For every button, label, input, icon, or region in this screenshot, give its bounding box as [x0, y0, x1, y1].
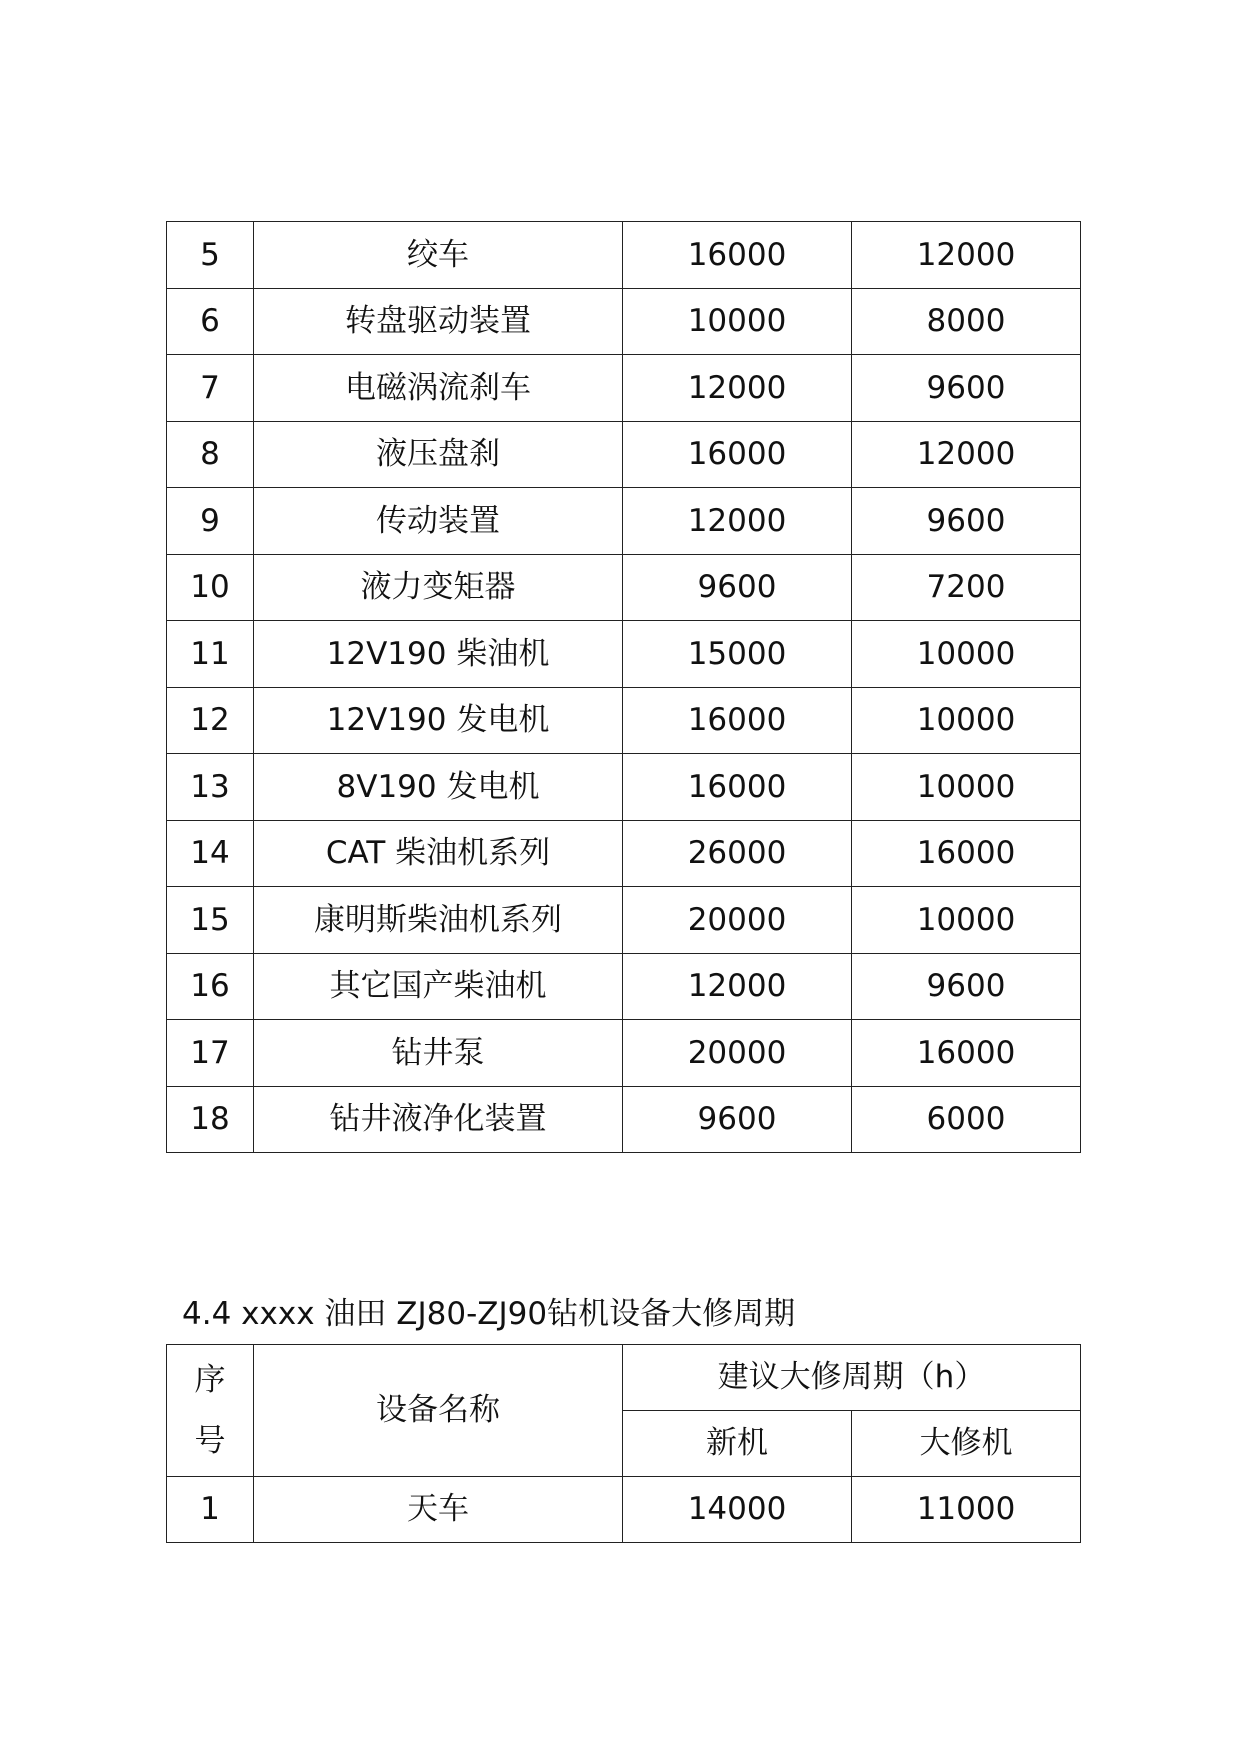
- header-row: [167, 1345, 1081, 1411]
- table-row: [167, 820, 1081, 887]
- serial-number-cell: 17: [167, 1020, 254, 1087]
- new-machine-period-cell: 16000: [623, 222, 852, 289]
- equipment-name-cell: 液力变矩器: [254, 554, 623, 621]
- table-header: [167, 1345, 1081, 1477]
- overhaul-machine-period-cell: 9600: [852, 355, 1081, 422]
- serial-number-cell: 5: [167, 222, 254, 289]
- overhaul-period-table-continued: [166, 221, 1081, 1153]
- overhaul-machine-period-cell: 10000: [852, 887, 1081, 954]
- overhaul-machine-period-cell: 16000: [852, 1020, 1081, 1087]
- equipment-name-cell: 钻井泵: [254, 1020, 623, 1087]
- new-machine-period-cell: 16000: [623, 687, 852, 754]
- equipment-name-cell: CAT 柴油机系列: [254, 820, 623, 887]
- table-row: [167, 887, 1081, 954]
- equipment-name-cell: 8V190 发电机: [254, 754, 623, 821]
- section-title: 4.4 xxxx 油田 ZJ80-ZJ90钻机设备大修周期: [182, 1296, 796, 1332]
- serial-number-cell: 11: [167, 621, 254, 688]
- table-row: [167, 288, 1081, 355]
- new-machine-period-cell: 9600: [623, 1086, 852, 1153]
- header-equipment-name: 设备名称: [254, 1345, 623, 1477]
- new-machine-period-cell: 15000: [623, 621, 852, 688]
- table-row: [167, 488, 1081, 555]
- new-machine-period-cell: 26000: [623, 820, 852, 887]
- header-recommended-period: 建议大修周期（h）: [623, 1345, 1081, 1411]
- overhaul-machine-period-cell: 9600: [852, 953, 1081, 1020]
- serial-number-cell: 10: [167, 554, 254, 621]
- overhaul-machine-period-cell: 7200: [852, 554, 1081, 621]
- table-body: [167, 1477, 1081, 1543]
- header-serial-number: [167, 1345, 254, 1477]
- table-row: [167, 953, 1081, 1020]
- new-machine-period-cell: 12000: [623, 953, 852, 1020]
- table-row: [167, 1086, 1081, 1153]
- table-row: [167, 754, 1081, 821]
- equipment-name-cell: 康明斯柴油机系列: [254, 887, 623, 954]
- new-machine-period-cell: 16000: [623, 421, 852, 488]
- serial-number-cell: 1: [167, 1477, 254, 1543]
- table-row: [167, 1020, 1081, 1087]
- overhaul-machine-period-cell: 10000: [852, 754, 1081, 821]
- table-row: [167, 355, 1081, 422]
- equipment-name-cell: 转盘驱动装置: [254, 288, 623, 355]
- serial-number-cell: 18: [167, 1086, 254, 1153]
- table-row: [167, 621, 1081, 688]
- table-row: [167, 554, 1081, 621]
- overhaul-machine-period-cell: 8000: [852, 288, 1081, 355]
- new-machine-period-cell: 16000: [623, 754, 852, 821]
- equipment-name-cell: 传动装置: [254, 488, 623, 555]
- serial-number-cell: 14: [167, 820, 254, 887]
- serial-number-cell: 13: [167, 754, 254, 821]
- overhaul-machine-period-cell: 10000: [852, 687, 1081, 754]
- overhaul-machine-period-cell: 11000: [852, 1477, 1081, 1543]
- serial-number-cell: 7: [167, 355, 254, 422]
- equipment-name-cell: 其它国产柴油机: [254, 953, 623, 1020]
- overhaul-period-table: [166, 1344, 1081, 1543]
- header-new-machine: 新机: [623, 1411, 852, 1477]
- serial-number-cell: 9: [167, 488, 254, 555]
- overhaul-machine-period-cell: 9600: [852, 488, 1081, 555]
- overhaul-machine-period-cell: 12000: [852, 421, 1081, 488]
- serial-number-cell: 15: [167, 887, 254, 954]
- equipment-name-cell: 液压盘刹: [254, 421, 623, 488]
- table-row: [167, 222, 1081, 289]
- overhaul-machine-period-cell: 12000: [852, 222, 1081, 289]
- header-overhauled-machine: 大修机: [852, 1411, 1081, 1477]
- serial-number-cell: 6: [167, 288, 254, 355]
- new-machine-period-cell: 20000: [623, 887, 852, 954]
- new-machine-period-cell: 12000: [623, 488, 852, 555]
- new-machine-period-cell: 12000: [623, 355, 852, 422]
- table-body: [167, 222, 1081, 1153]
- table-row: [167, 1477, 1081, 1543]
- new-machine-period-cell: 10000: [623, 288, 852, 355]
- overhaul-machine-period-cell: 16000: [852, 820, 1081, 887]
- table-row: [167, 421, 1081, 488]
- equipment-name-cell: 电磁涡流刹车: [254, 355, 623, 422]
- header-serial-line1: 序: [194, 1362, 226, 1399]
- header-serial-line2: 号: [194, 1422, 226, 1459]
- serial-number-cell: 12: [167, 687, 254, 754]
- equipment-name-cell: 天车: [254, 1477, 623, 1543]
- equipment-name-cell: 12V190 发电机: [254, 687, 623, 754]
- overhaul-machine-period-cell: 10000: [852, 621, 1081, 688]
- equipment-name-cell: 12V190 柴油机: [254, 621, 623, 688]
- equipment-name-cell: 绞车: [254, 222, 623, 289]
- serial-number-cell: 16: [167, 953, 254, 1020]
- serial-number-cell: 8: [167, 421, 254, 488]
- new-machine-period-cell: 14000: [623, 1477, 852, 1543]
- overhaul-machine-period-cell: 6000: [852, 1086, 1081, 1153]
- new-machine-period-cell: 9600: [623, 554, 852, 621]
- equipment-name-cell: 钻井液净化装置: [254, 1086, 623, 1153]
- new-machine-period-cell: 20000: [623, 1020, 852, 1087]
- table-row: [167, 687, 1081, 754]
